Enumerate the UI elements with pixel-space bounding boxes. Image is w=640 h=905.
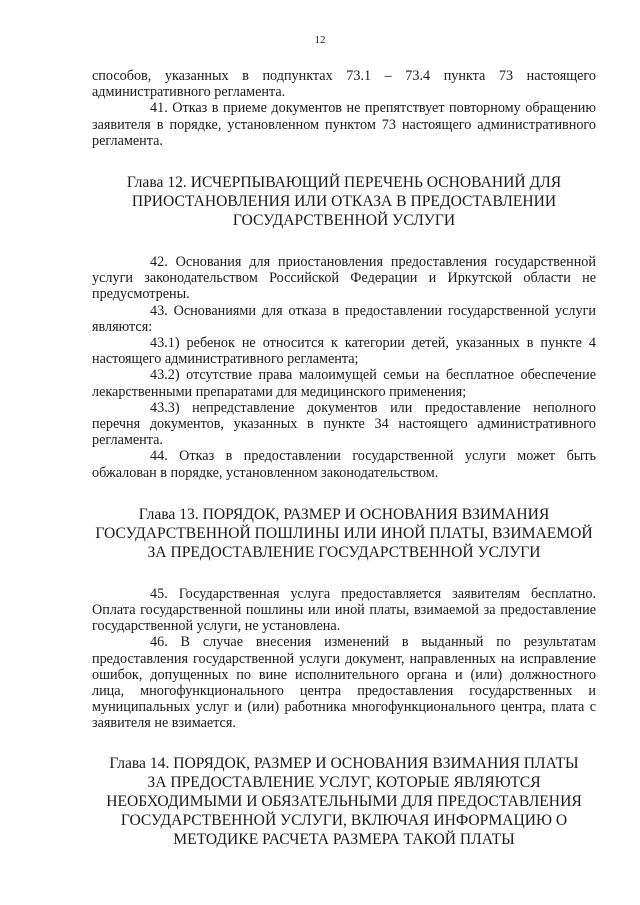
page-number: 12 [314,34,326,46]
chapter-14-title-line-5: МЕТОДИКЕ РАСЧЕТА РАЗМЕРА ТАКОЙ ПЛАТЫ [173,830,515,848]
chapter-12-heading [92,173,596,230]
chapter-12-title-line-1: Глава 12. ИСЧЕРПЫВАЮЩИЙ ПЕРЕЧЕНЬ ОСНОВАНИЙ ДЛЯ [126,174,562,192]
paragraph-43-2: 43.2) отсутствие права малоимущей семьи на бесплатное обеспечение лекарственными препаратами для медицинского применения; [92,367,596,400]
chapter-14-title-line-2: ЗА ПРЕДОСТАВЛЕНИЕ УСЛУГ, КОТОРЫЕ ЯВЛЯЮТСЯ [147,773,541,791]
paragraph-43-3: 43.3) непредставление документов или предоставление неполного перечня документов, указанных в пункте 34 настоящего административного регламента. [92,399,596,449]
chapter-13-heading [92,505,596,562]
paragraph-41: 41. Отказ в приеме документов не препятствует повторному обращению заявителя в порядке, установленном пунктом 73 настоящего административного регламента. [92,100,596,149]
paragraph-45: 45. Государственная услуга предоставляется заявителям бесплатно. Оплата государственной пошлины или иной платы, взимаемой за предоставление государственной услуги, не установлена. [92,585,596,635]
chapter-14-title-line-1: Глава 14. ПОРЯДОК, РАЗМЕР И ОСНОВАНИЯ ВЗИМАНИЯ ПЛАТЫ [109,754,579,772]
page-body [92,68,596,849]
chapter-12-title-line-2: ПРИОСТАНОВЛЕНИЯ ИЛИ ОТКАЗА В ПРЕДОСТАВЛЕНИИ [131,193,557,211]
chapter-13-title-line-2: ГОСУДАРСТВЕННОЙ ПОШЛИНЫ ИЛИ ИНОЙ ПЛАТЫ, ВЗИМАЕМОЙ [95,524,593,542]
chapter-14-title-line-3: НЕОБХОДИМЫМИ И ОБЯЗАТЕЛЬНЫМИ ДЛЯ ПРЕДОСТАВЛЕНИЯ [106,792,582,810]
chapter-14-title-line-4: ГОСУДАРСТВЕННОЙ УСЛУГИ, ВКЛЮЧАЯ ИНФОРМАЦИЮ О [120,811,568,829]
chapter-13-title-line-3: ЗА ПРЕДОСТАВЛЕНИЕ ГОСУДАРСТВЕННОЙ УСЛУГИ [147,543,541,561]
chapter-14-heading [92,754,596,849]
chapter-12-title-line-3: ГОСУДАРСТВЕННОЙ УСЛУГИ [232,212,456,230]
paragraph-44: 44. Отказ в предоставлении государственной услуги может быть обжалован в порядке, установленном законодательством. [92,448,596,481]
chapter-13-title-line-1: Глава 13. ПОРЯДОК, РАЗМЕР И ОСНОВАНИЯ ВЗИМАНИЯ [138,505,550,523]
paragraph-continuation: способов, указанных в подпунктах 73.1 – 73.4 пункта 73 настоящего административного регламента. [92,68,596,101]
paragraph-42: 42. Основания для приостановления предоставления государственной услуги законодательством Российской Федерации и Иркутской области не предусмотрены. [92,254,596,303]
paragraph-46: 46. В случае внесения изменений в выданный по результатам предоставления государственной услуги документ, направленных на исправление ошибок, допущенных по вине исполнительного органа и (или) должностного лица, многофункционального центра предоставления государственных и муниципальных услуг и (или) работника многофункционального центра, плата с заявителя не взимается. [92,634,596,732]
paragraph-43: 43. Основаниями для отказа в предоставлении государственной услуги являются: [92,302,596,335]
paragraph-43-1: 43.1) ребенок не относится к категории детей, указанных в пункте 4 настоящего административного регламента; [92,335,596,368]
